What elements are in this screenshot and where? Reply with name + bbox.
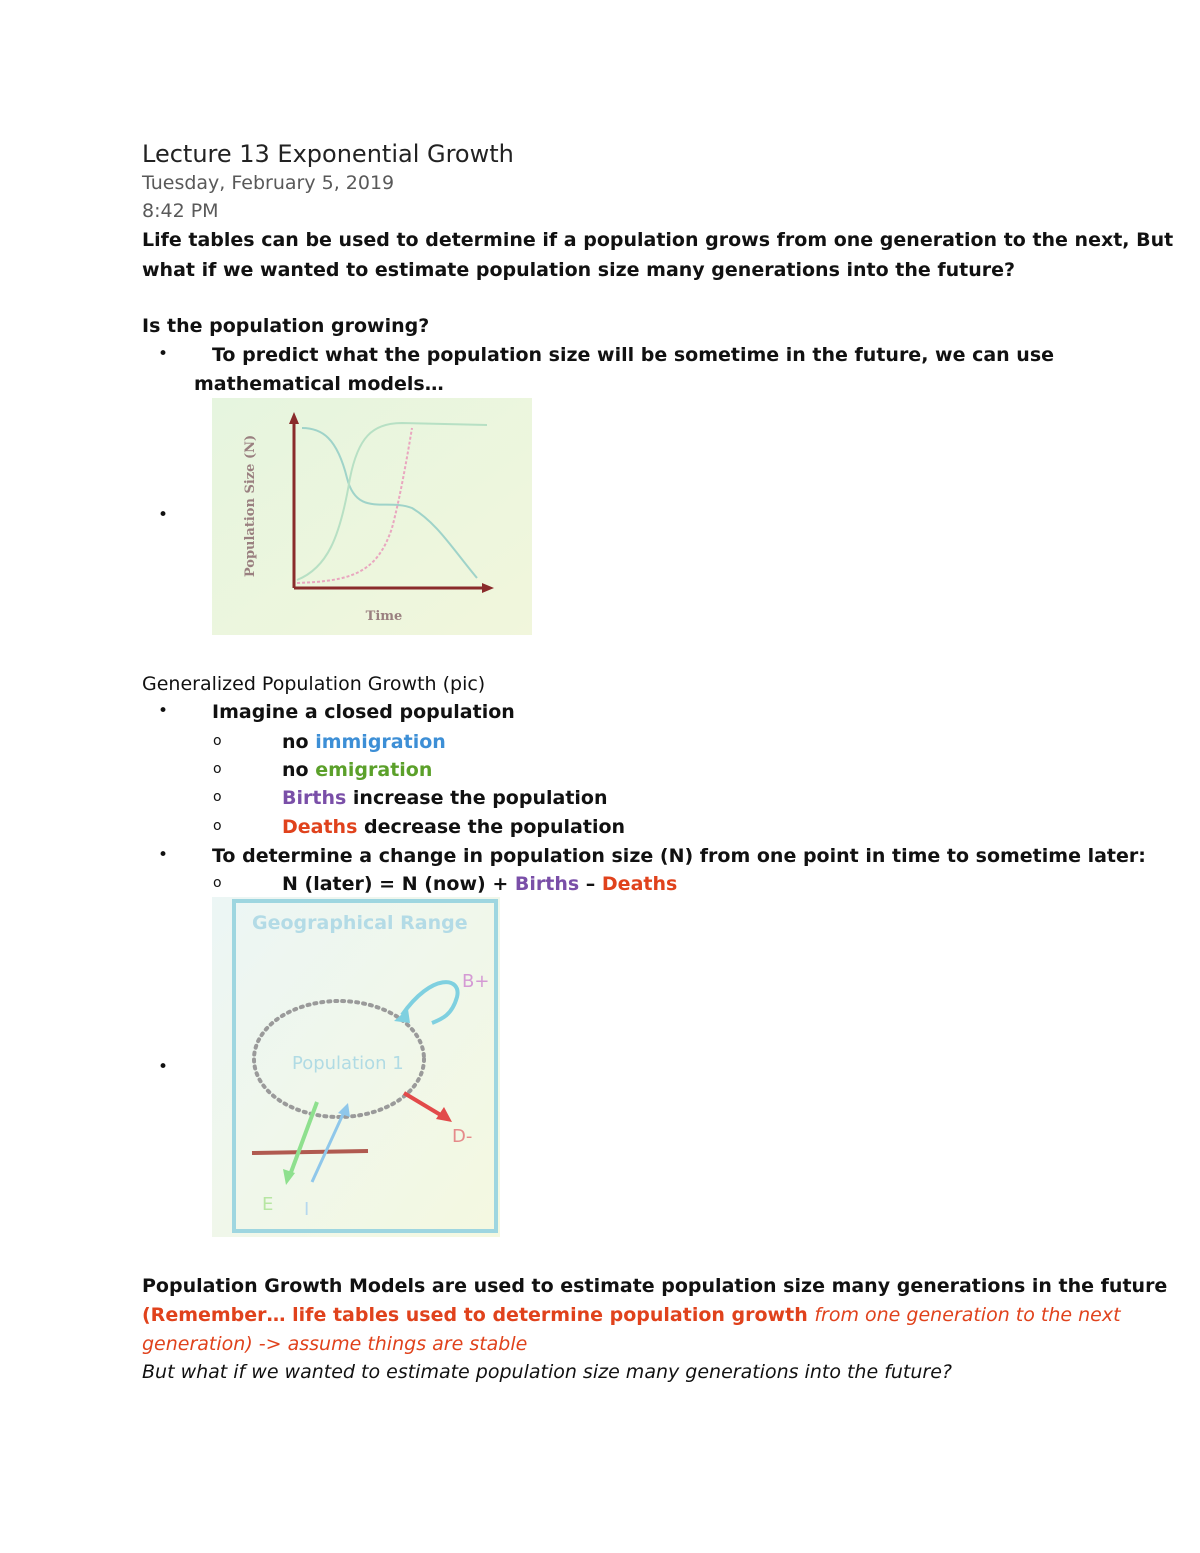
sub-item-births: [282, 787, 608, 809]
bullet-icon: •: [158, 344, 169, 364]
deaths-term: Deaths: [282, 816, 358, 838]
intro-line-2: what if we wanted to estimate population size many generations into the future?: [142, 259, 1016, 281]
bullet-closed-population: Imagine a closed population: [212, 701, 515, 723]
models-line-2: [142, 1304, 1121, 1326]
page-date: Tuesday, February 5, 2019: [142, 172, 395, 194]
graph-x-label: Time: [365, 609, 403, 624]
diagram-d-label: D-: [452, 1126, 473, 1147]
immigration-term: immigration: [315, 731, 446, 753]
intro-line-1: Life tables can be used to determine if a population grows from one generation to the next, But: [142, 229, 1174, 251]
models-line-1: Population Growth Models are used to estimate population size many generations in the future: [142, 1275, 1168, 1297]
sub-item-deaths: [282, 816, 625, 838]
diagram-b-label: B+: [462, 971, 490, 992]
sub-item-prefix: no: [282, 731, 316, 753]
sub-bullet-icon: o: [213, 733, 222, 749]
section-heading-growing: Is the population growing?: [142, 315, 430, 337]
sub-item-immigration: [282, 731, 446, 753]
section-heading-generalized: Generalized Population Growth (pic): [142, 673, 486, 695]
sub-item-suffix: decrease the population: [357, 816, 626, 838]
remember-text: (Remember… life tables used to determine population growth: [142, 1304, 815, 1326]
models-line-4: But what if we wanted to estimate population size many generations into the future?: [142, 1361, 953, 1383]
emigration-term: emigration: [315, 759, 433, 781]
formula: [282, 873, 677, 895]
births-term: Births: [282, 787, 347, 809]
bullet-predict-line-2: mathematical models…: [194, 373, 444, 395]
formula-births: Births: [514, 873, 580, 895]
bullet-icon: •: [158, 845, 169, 865]
population-graph-svg: [212, 398, 532, 635]
formula-lhs: N (later) = N (now) +: [282, 873, 515, 895]
bullet-icon: •: [158, 1057, 169, 1077]
bullet-icon: •: [158, 701, 169, 721]
population-graph-image: [212, 398, 532, 635]
diagram-e-label: E: [262, 1194, 274, 1215]
sub-item-suffix: increase the population: [346, 787, 608, 809]
page-title: Lecture 13 Exponential Growth: [142, 140, 514, 168]
bullet-icon: •: [158, 505, 169, 525]
graph-y-label: Population Size (N): [243, 434, 258, 578]
sub-item-emigration: [282, 759, 432, 781]
remember-italic-text: from one generation to the next: [814, 1304, 1121, 1326]
geographical-range-diagram-image: [212, 897, 500, 1237]
diagram-i-label: I: [304, 1199, 310, 1220]
bullet-change-in-population: To determine a change in population size (N) from one point in time to sometime later:: [212, 845, 1146, 867]
formula-minus: –: [579, 873, 602, 895]
formula-deaths: Deaths: [601, 873, 678, 895]
diagram-population-label: Population 1: [292, 1053, 404, 1074]
sub-bullet-icon: o: [213, 818, 222, 834]
barrier-line: [252, 1151, 368, 1153]
sub-bullet-icon: o: [213, 875, 222, 891]
page-time: 8:42 PM: [142, 200, 219, 222]
models-line-3: generation) -> assume things are stable: [142, 1333, 528, 1355]
bullet-predict-line-1: To predict what the population size will be sometime in the future, we can use: [212, 344, 1055, 366]
diagram-title: Geographical Range: [252, 912, 468, 934]
geographical-range-svg: [212, 897, 500, 1237]
sub-bullet-icon: o: [213, 789, 222, 805]
sub-item-prefix: no: [282, 759, 316, 781]
sub-bullet-icon: o: [213, 761, 222, 777]
